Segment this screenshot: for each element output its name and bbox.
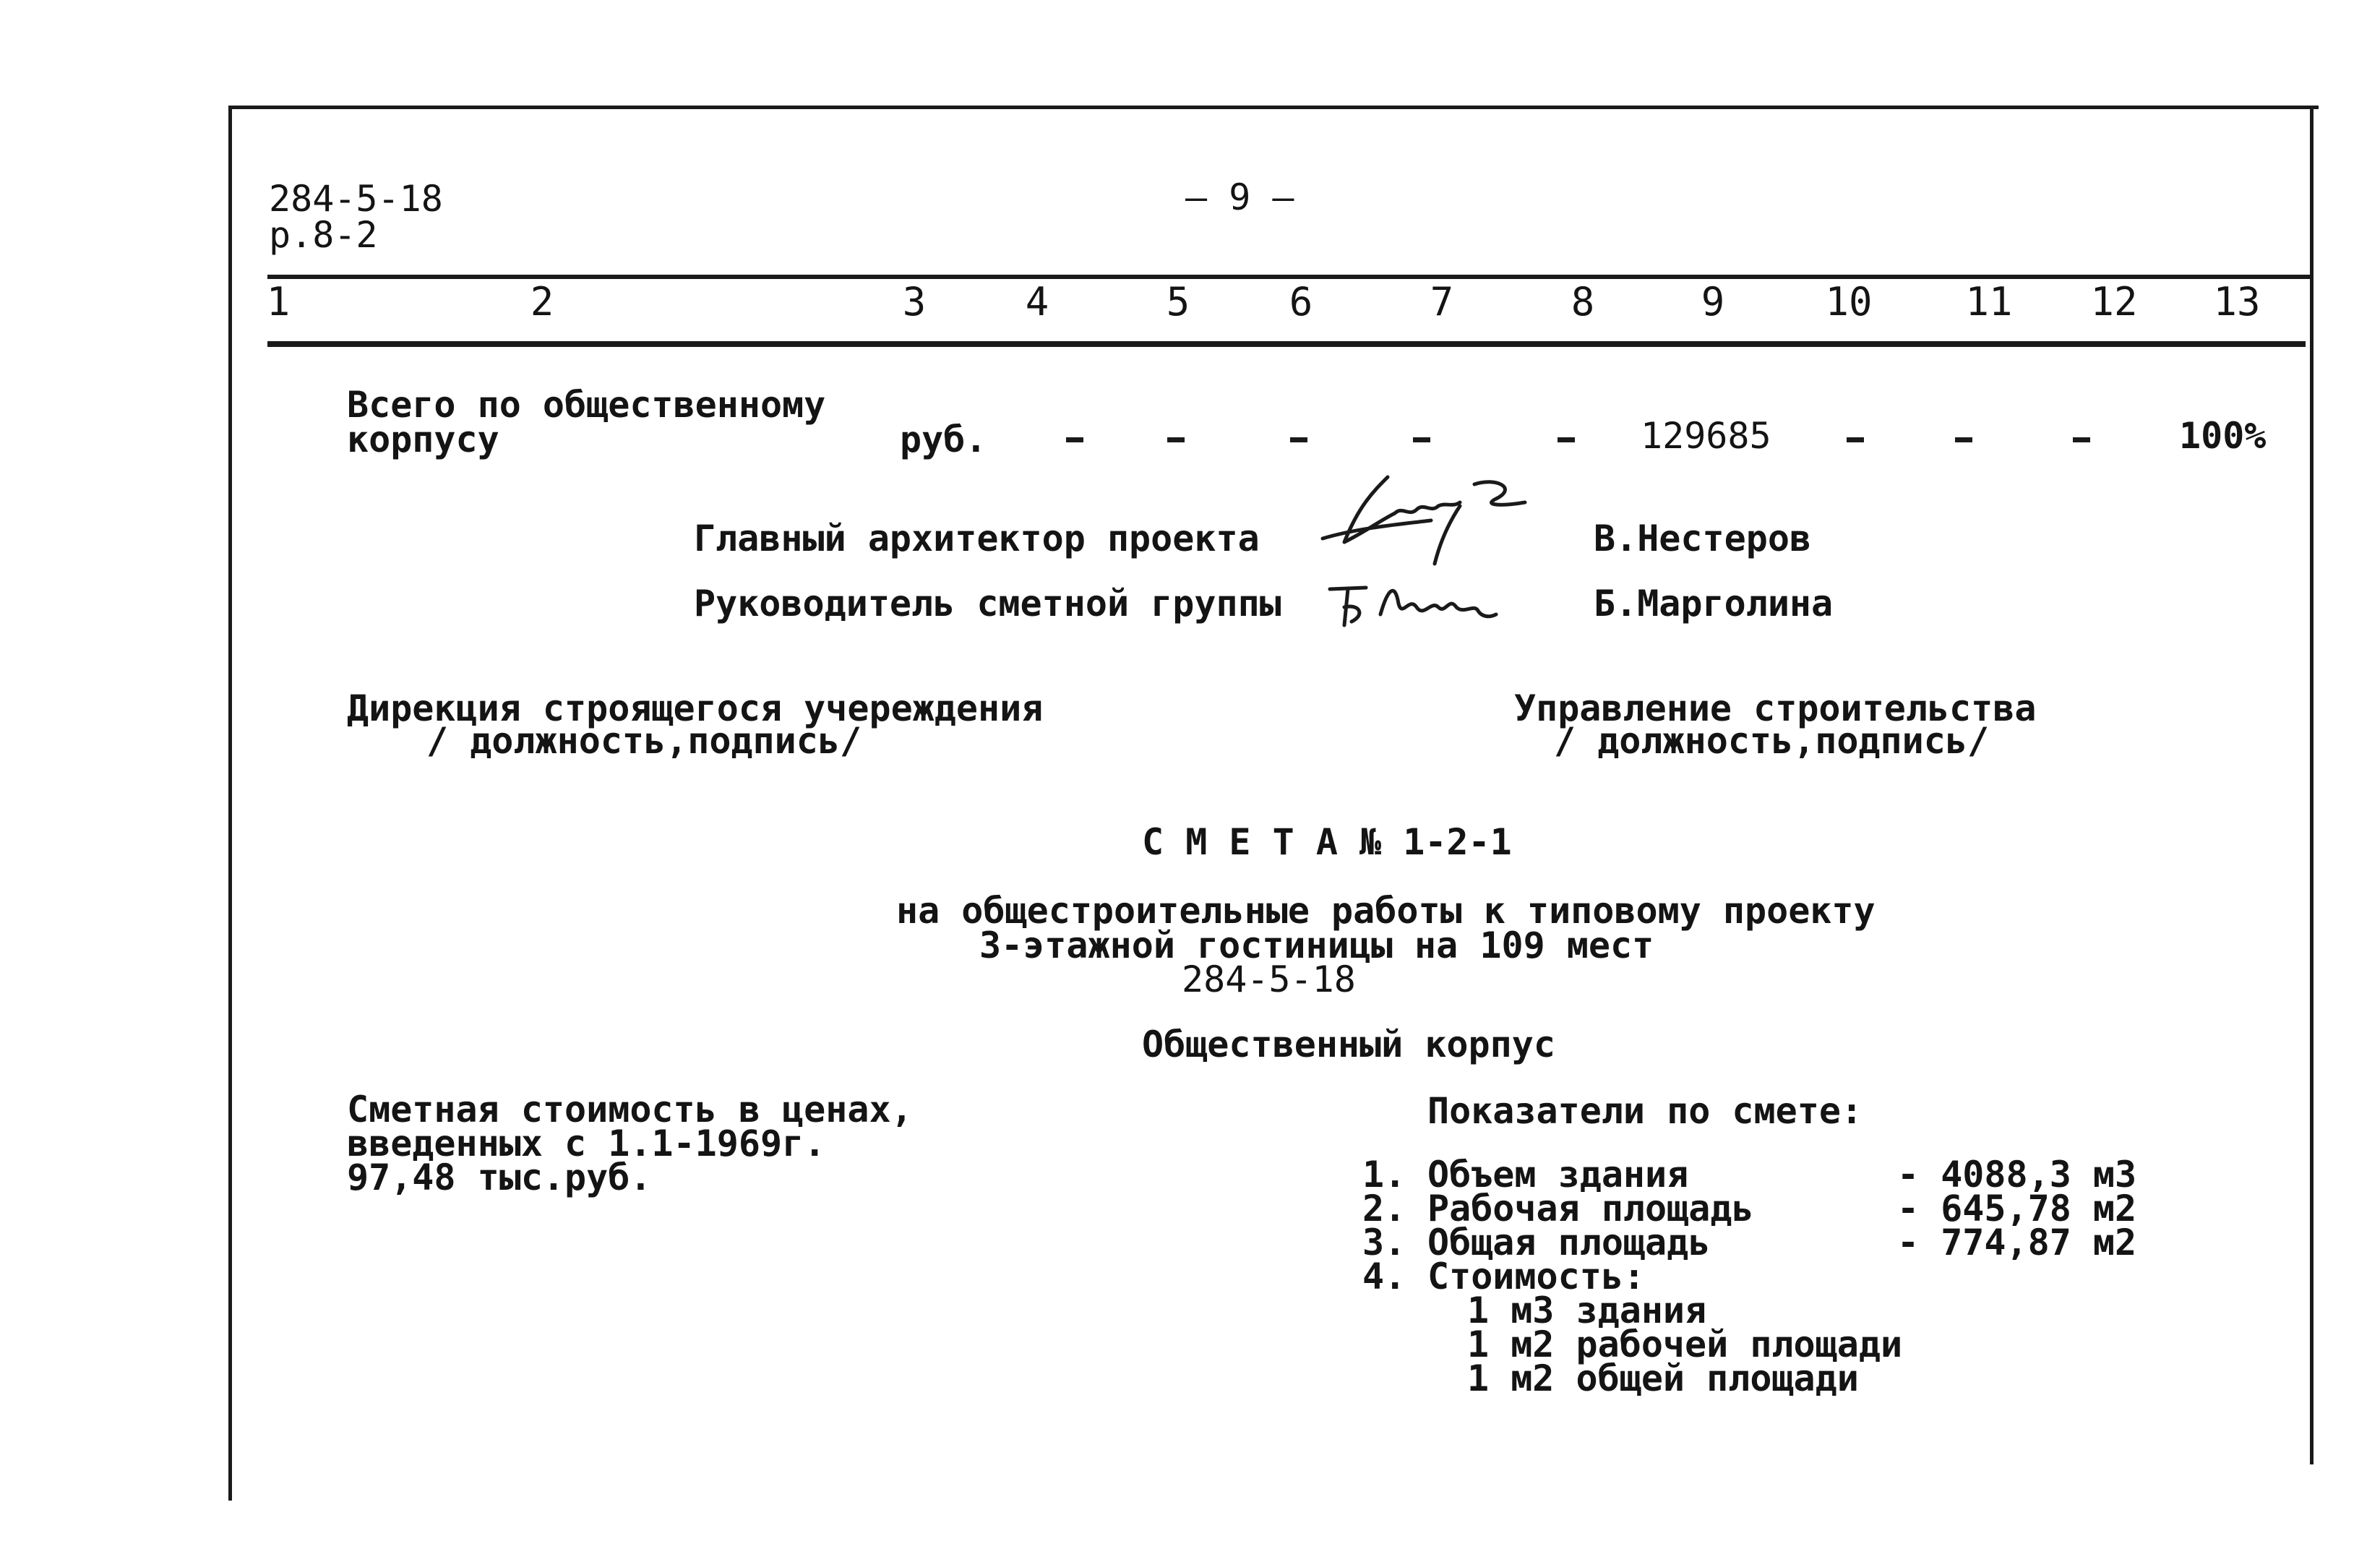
- empty-cell-dash: [1558, 437, 1575, 442]
- empty-cell-dash: [1066, 437, 1083, 442]
- approval-right-title: Управление строительства: [1514, 687, 2037, 729]
- handwritten-signature: [1323, 575, 1511, 640]
- cost-line: введенных с 1.1-1969г.: [347, 1123, 826, 1164]
- total-unit: руб.: [900, 419, 987, 460]
- indicator-value: - 774,87 м2: [1897, 1222, 2137, 1263]
- section-code: р.8-2: [269, 214, 378, 256]
- indicator-number: 3.: [1362, 1222, 1406, 1263]
- empty-cell-dash: [1167, 437, 1185, 442]
- indicator-sub-item: 1 м2 общей площади: [1467, 1357, 1859, 1399]
- estimate-subtitle: на общестроительные работы к типовому проекту: [896, 890, 1876, 932]
- total-label-line2: корпусу: [347, 419, 499, 460]
- column-number: 8: [1571, 279, 1595, 325]
- indicator-number: 2.: [1362, 1188, 1406, 1230]
- indicator-value: - 4088,3 м3: [1897, 1154, 2137, 1196]
- cost-line: Сметная стоимость в ценах,: [347, 1089, 913, 1130]
- empty-cell-dash: [1847, 437, 1864, 442]
- estimate-project-code: 284-5-18: [1182, 958, 1356, 1000]
- right-border: [2310, 106, 2314, 1464]
- total-amount: 129685: [1641, 415, 1771, 457]
- signatory-title: Главный архитектор проекта: [694, 518, 1260, 559]
- empty-cell-dash: [2073, 437, 2090, 442]
- empty-cell-dash: [1413, 437, 1430, 442]
- indicator-label: Общая площадь: [1427, 1222, 1711, 1263]
- total-label-line1: Всего по общественному: [347, 384, 826, 426]
- top-border: [230, 106, 2319, 109]
- column-number: 5: [1166, 279, 1190, 325]
- signatory-title: Руководитель сметной группы: [694, 583, 1281, 625]
- column-number: 9: [1701, 279, 1725, 325]
- total-percent: 100%: [2179, 415, 2267, 457]
- page-number: — 9 —: [1185, 176, 1294, 218]
- doc-code: 284-5-18: [269, 178, 443, 220]
- column-number: 6: [1289, 279, 1313, 325]
- cost-value: 97,48 тыс.руб.: [347, 1157, 652, 1198]
- approval-left-subtitle: / должность,подпись/: [426, 720, 862, 762]
- indicator-sub-item: 1 м3 здания: [1467, 1290, 1707, 1331]
- indicator-number: 4.: [1362, 1256, 1406, 1297]
- column-number: 10: [1825, 279, 1873, 325]
- estimate-subtitle: 3-этажной гостиницы на 109 мест: [979, 924, 1654, 966]
- approval-right-subtitle: / должность,подпись/: [1554, 720, 1990, 762]
- signatory-name: Б.Марголина: [1594, 583, 1834, 625]
- indicator-sub-item: 1 м2 рабочей площади: [1467, 1323, 1903, 1365]
- column-number: 7: [1430, 279, 1454, 325]
- empty-cell-dash: [1290, 437, 1307, 442]
- estimate-title: С М Е Т А № 1-2-1: [1142, 821, 1512, 863]
- column-number: 1: [266, 279, 291, 325]
- column-number: 12: [2090, 279, 2138, 325]
- column-number: 4: [1025, 279, 1049, 325]
- indicator-label: Объем здания: [1427, 1154, 1689, 1196]
- indicator-label: Рабочая площадь: [1427, 1188, 1754, 1230]
- column-number: 11: [1965, 279, 2013, 325]
- column-number: 2: [530, 279, 554, 325]
- indicator-value: - 645,78 м2: [1897, 1188, 2137, 1230]
- column-number: 3: [902, 279, 927, 325]
- column-number: 13: [2213, 279, 2261, 325]
- indicator-label: Стоимость:: [1427, 1256, 1646, 1297]
- signatory-name: В.Нестеров: [1594, 518, 1812, 559]
- left-border: [228, 106, 232, 1501]
- column-header-bottom-rule: [267, 341, 2306, 347]
- indicators-heading: Показатели по смете:: [1427, 1090, 1863, 1132]
- empty-cell-dash: [1955, 437, 1972, 442]
- estimate-building: Общественный корпус: [1142, 1024, 1555, 1065]
- approval-left-title: Дирекция строящегося учереждения: [347, 687, 1044, 729]
- handwritten-signature: [1315, 463, 1547, 571]
- indicator-number: 1.: [1362, 1154, 1406, 1196]
